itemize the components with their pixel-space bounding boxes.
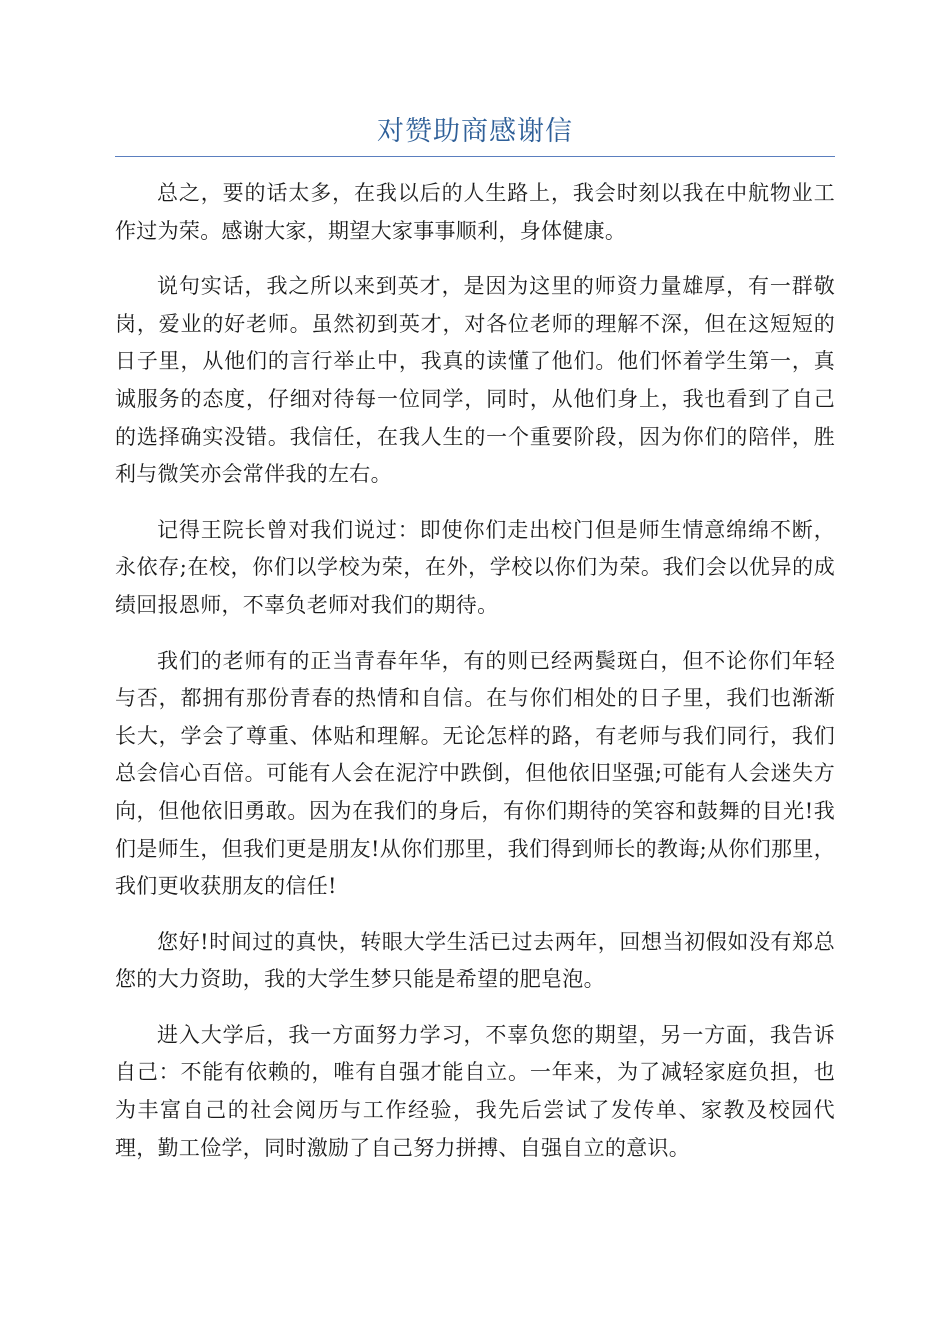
document-body [115, 175, 835, 1185]
paragraph-5: 您好!时间过的真快，转眼大学生活已过去两年，回想当初假如没有郑总您的大力资助，我的大学生梦只能是希望的肥皂泡。 [115, 929, 835, 992]
paragraph-3: 记得王院长曾对我们说过：即使你们走出校门但是师生情意绵绵不断，永依存;在校，你们以学校为荣，在外，学校以你们为荣。我们会以优异的成绩回报恩师，不辜负老师对我们的期待。 [115, 517, 835, 617]
paragraph-2: 说句实话，我之所以来到英才，是因为这里的师资力量雄厚，有一群敬岗，爱业的好老师。虽然初到英才，对各位老师的理解不深，但在这短短的日子里，从他们的言行举止中，我真的读懂了他们。他们怀着学生第一，真诚服务的态度，仔细对待每一位同学，同时，从他们身上，我也看到了自己的选择确实没错。我信任，在我人生的一个重要阶段，因为你们的陪伴，胜利与微笑亦会常伴我的左右。 [115, 274, 835, 487]
title-block [115, 112, 835, 157]
paragraph-6: 进入大学后，我一方面努力学习，不辜负您的期望，另一方面，我告诉自己：不能有依赖的，唯有自强才能自立。一年来，为了减轻家庭负担，也为丰富自己的社会阅历与工作经验，我先后尝试了发传单、家教及校园代理，勤工俭学，同时激励了自己努力拼搏、自强自立的意识。 [115, 1022, 835, 1160]
document-title: 对赞助商感谢信 [377, 116, 573, 147]
paragraph-4: 我们的老师有的正当青春年华，有的则已经两鬓斑白，但不论你们年轻与否，都拥有那份青春的热情和自信。在与你们相处的日子里，我们也渐渐长大，学会了尊重、体贴和理解。无论怎样的路，有老师与我们同行，我们总会信心百倍。可能有人会在泥泞中跌倒，但他依旧坚强;可能有人会迷失方向，但他依旧勇敢。因为在我们的身后，有你们期待的笑容和鼓舞的目光!我们是师生，但我们更是朋友!从你们那里，我们得到师长的教诲;从你们那里，我们更收获朋友的信任! [115, 648, 835, 899]
paragraph-1: 总之，要的话太多，在我以后的人生路上，我会时刻以我在中航物业工作过为荣。感谢大家，期望大家事事顺利，身体健康。 [115, 181, 835, 243]
